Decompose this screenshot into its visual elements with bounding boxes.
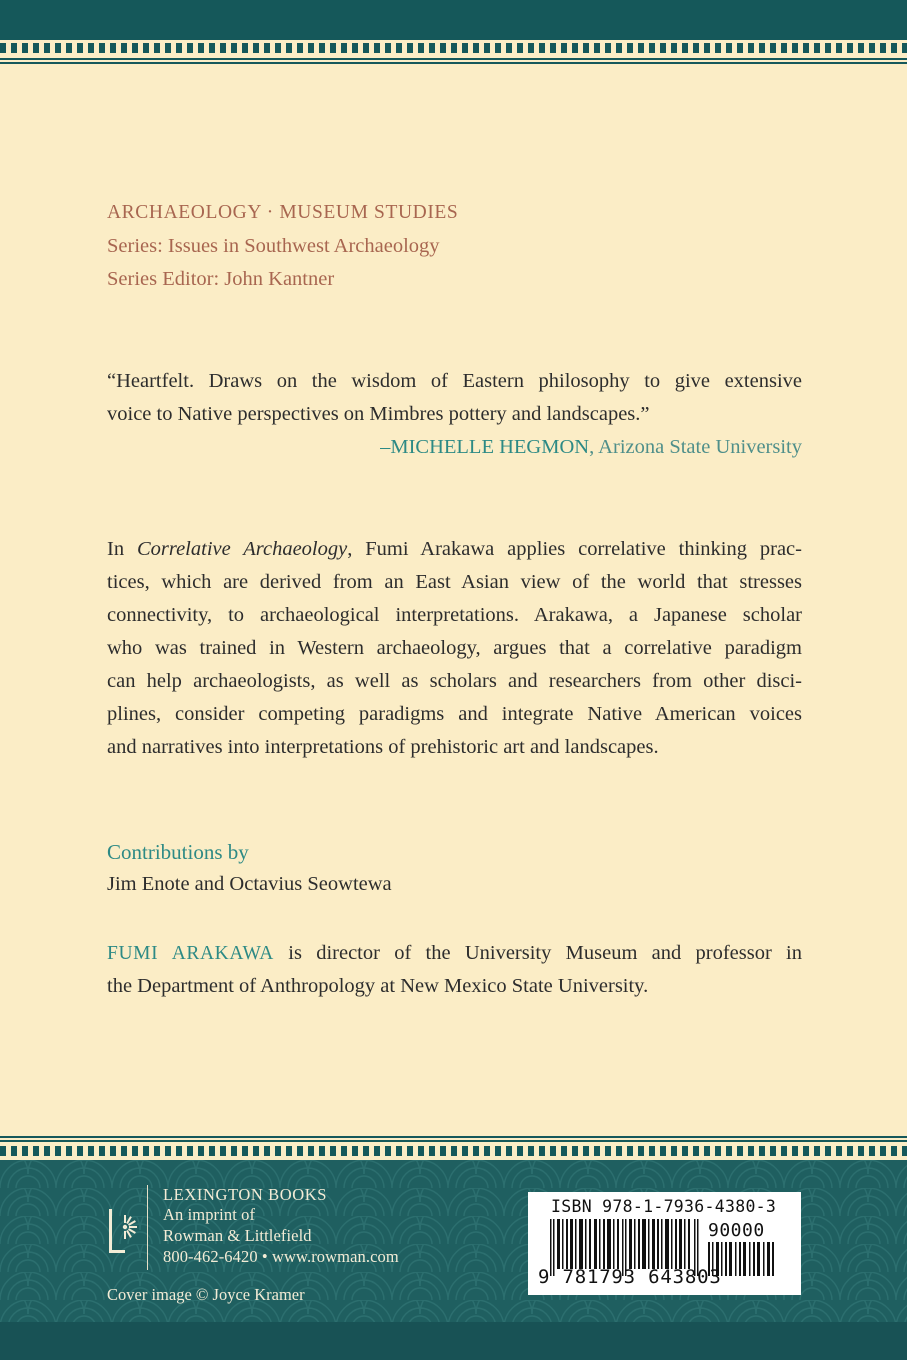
- cover-image-credit: Cover image © Joyce Kramer: [107, 1285, 305, 1304]
- series-editor: Series Editor: John Kantner: [107, 268, 335, 290]
- description-line: connectivity, to archaeological interpretations. Arakawa, a Japanese scholar: [107, 604, 802, 626]
- price-code: 90000: [708, 1220, 765, 1241]
- publisher-panel: [0, 1160, 907, 1360]
- description-line: In Correlative Archaeology, Fumi Arakawa applies correlative thinking prac-: [107, 538, 802, 560]
- bio-line: the Department of Anthropology at New Mexico State University.: [107, 975, 649, 997]
- publisher-name: LEXINGTON BOOKS: [163, 1185, 328, 1204]
- author-bio: [107, 938, 807, 1008]
- lexington-books-logo-icon: [107, 1209, 141, 1259]
- publisher-parent: Rowman & Littlefield: [163, 1226, 312, 1245]
- contributions-heading: Contributions by: [107, 840, 249, 864]
- description-line: and narratives into interpretations of prehistoric art and landscapes.: [107, 736, 659, 758]
- bottom-decorative-border: [0, 1134, 907, 1160]
- publisher-imprint: An imprint of: [163, 1205, 256, 1224]
- book-description: [107, 534, 807, 774]
- top-color-band: [0, 0, 907, 40]
- isbn-barcode: [528, 1192, 801, 1295]
- series-info: [107, 198, 807, 298]
- publisher-block: [107, 1185, 467, 1270]
- description-line: plines, consider competing paradigms and integrate Native American voices: [107, 703, 802, 725]
- bio-line: FUMI ARAKAWA is director of the University Museum and professor in: [107, 942, 802, 964]
- bottom-footer-band: [0, 1322, 907, 1360]
- series-name: Series: Issues in Southwest Archaeology: [107, 235, 440, 257]
- subject-categories: ARCHAEOLOGY · MUSEUM STUDIES: [107, 202, 459, 223]
- description-line: tices, which are derived from an East Asian view of the world that stresses: [107, 571, 802, 593]
- contributions: [107, 838, 807, 908]
- endorsement-quote: [107, 366, 807, 466]
- quote-line: “Heartfelt. Draws on the wisdom of Eastern philosophy to give extensive: [107, 370, 802, 392]
- description-line: can help archaeologists, as well as scholars and researchers from other disci-: [107, 670, 802, 692]
- contributors-names: Jim Enote and Octavius Seowtewa: [107, 873, 392, 895]
- author-name: FUMI ARAKAWA: [107, 943, 274, 964]
- publisher-contact: 800-462-6420 • www.rowman.com: [163, 1247, 399, 1266]
- isbn-number: ISBN 978-1-7936-4380-3: [551, 1197, 777, 1216]
- quote-line: voice to Native perspectives on Mimbres pottery and landscapes.”: [107, 403, 650, 425]
- endorser-name: –MICHELLE HEGMON: [380, 436, 590, 458]
- quote-attribution: [380, 436, 802, 459]
- endorser-affiliation: , Arizona State University: [589, 436, 802, 458]
- top-decorative-border: [0, 40, 907, 66]
- publisher-divider: [147, 1185, 148, 1270]
- ean-number: 9 781793 643803: [538, 1266, 722, 1288]
- description-line: who was trained in Western archaeology, argues that a correlative paradigm: [107, 637, 802, 659]
- book-title: Correlative Archaeology: [136, 538, 348, 560]
